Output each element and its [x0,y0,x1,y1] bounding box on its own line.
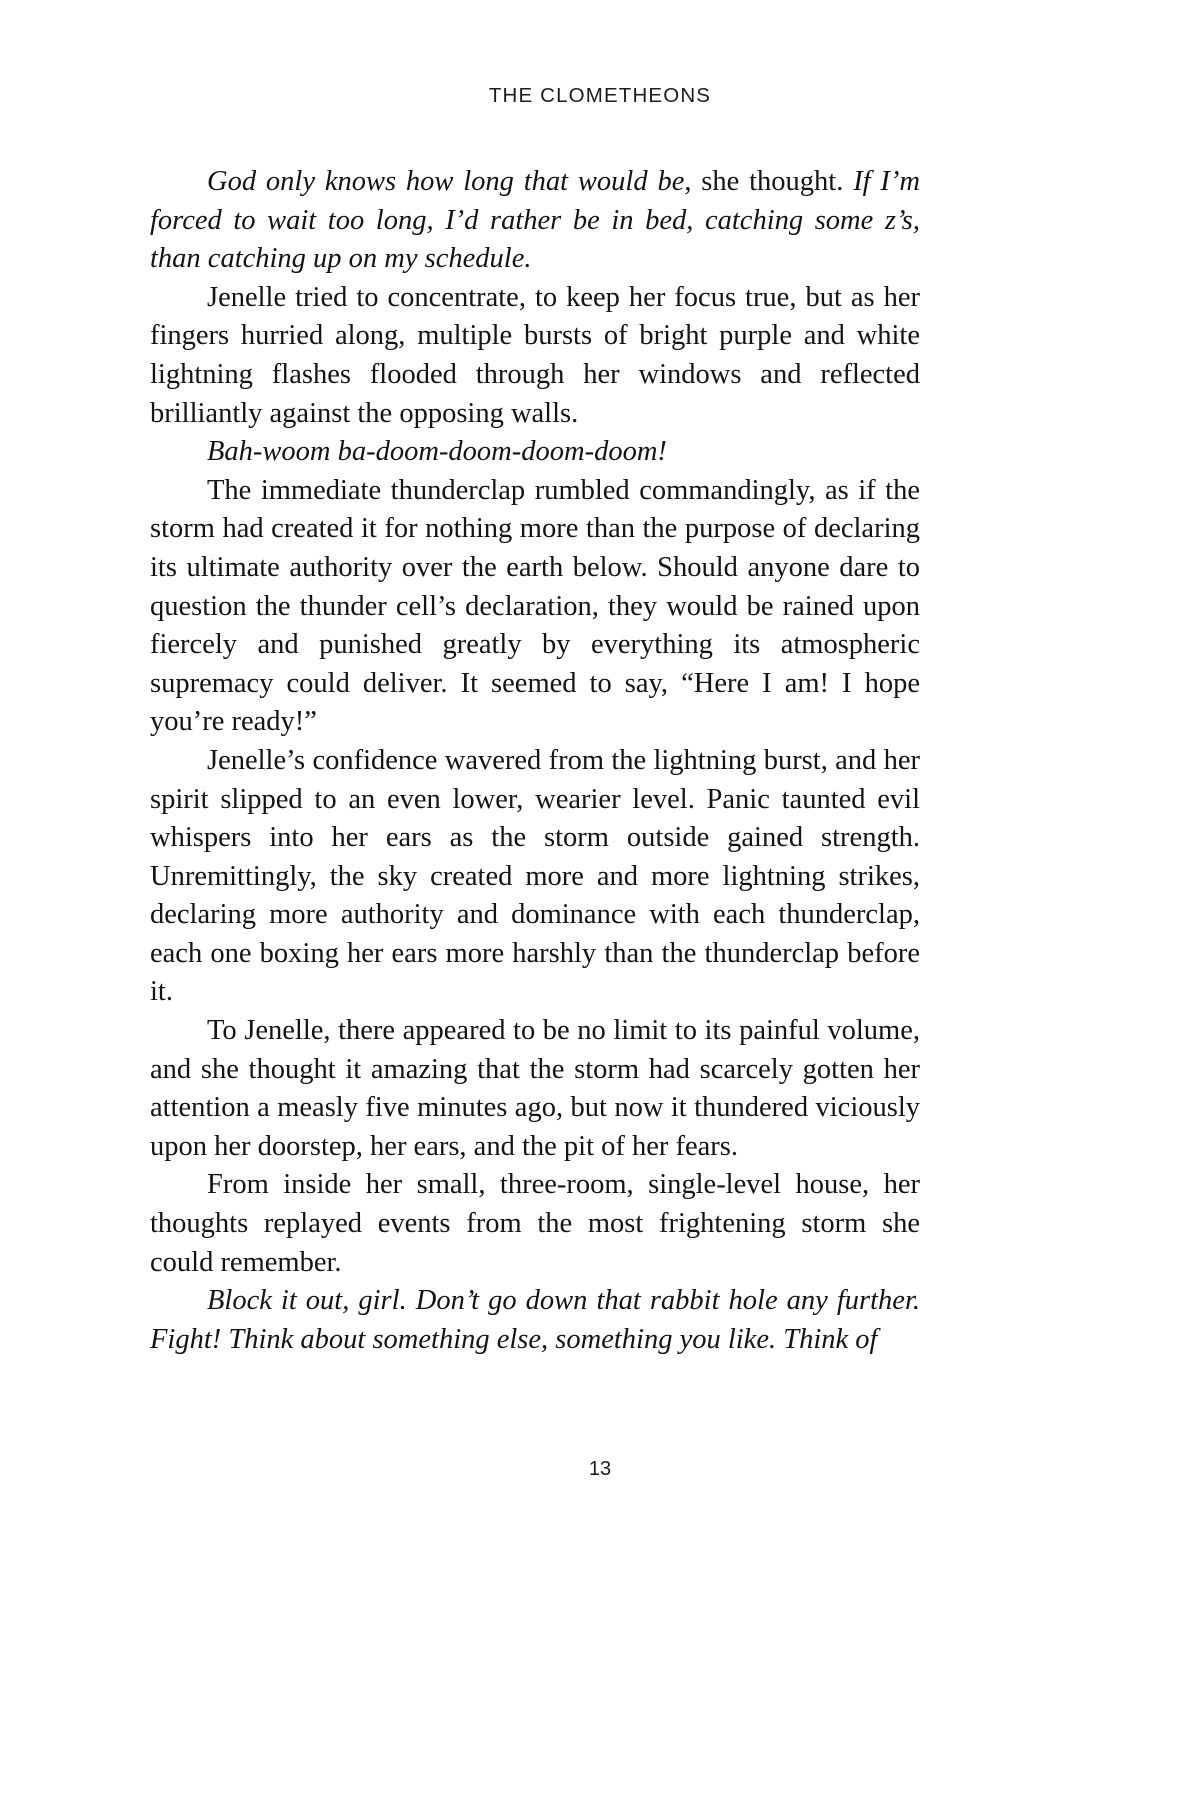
paragraph-5: Jenelle’s confidence wavered from the lightning burst, and her spirit slipped to an even lower, wearier level. Panic taunted evil whispers into her ears as the storm outside gained strength. Unremittingly, the sky created more and more lightning strikes, declaring more authority and dominance with each thunderclap, each one boxing her ears more harshly than the thunderclap before it. [150,744,920,1008]
paragraph-7: From inside her small, three-room, single-level house, her thoughts replayed events from the most frightening storm she could remember. [150,1169,920,1278]
body-text-block [150,163,920,1359]
paragraph-3-sound-effect: Bah-woom ba-doom-doom-doom-doom! [207,436,667,468]
running-head: THE CLOMETHEONS [488,84,712,107]
paragraph-1-italic-segment-2: If I’m forced to wait too long, I’d rather be in bed, catching some z’s, than catching up on my schedule. [150,166,920,275]
paragraph-6: To Jenelle, there appeared to be no limit to its painful volume, and she thought it amazing that the storm had scarcely gotten her attention a measly five minutes ago, but now it thundered viciously upon her doorstep, her ears, and the pit of her fears. [150,1015,920,1162]
paragraph-2: Jenelle tried to concentrate, to keep her focus true, but as her fingers hurried along, multiple bursts of bright purple and white lightning flashes flooded through her windows and reflected brilliantly against the opposing walls. [150,281,920,429]
paragraph-4: The immediate thunderclap rumbled commandingly, as if the storm had created it for nothing more than the purpose of declaring its ultimate authority over the earth below. Should anyone dare to question the thunder cell’s declaration, they would be rained upon fiercely and punished greatly by everything its atmospheric supremacy could deliver. It seemed to say, “Here I am! I hope you’re ready!” [150,474,920,738]
paragraph-8-inner-monologue: Block it out, girl. Don’t go down that rabbit hole any further. Fight! Think about something else, something you like. Think of [150,1285,920,1355]
paragraph-1-italic-segment-1: God only knows how long that would be [207,166,685,197]
paragraph-1 [150,163,920,279]
paragraph-1-roman-segment: , she thought. [684,166,854,197]
page-number: 13 [588,1458,612,1480]
